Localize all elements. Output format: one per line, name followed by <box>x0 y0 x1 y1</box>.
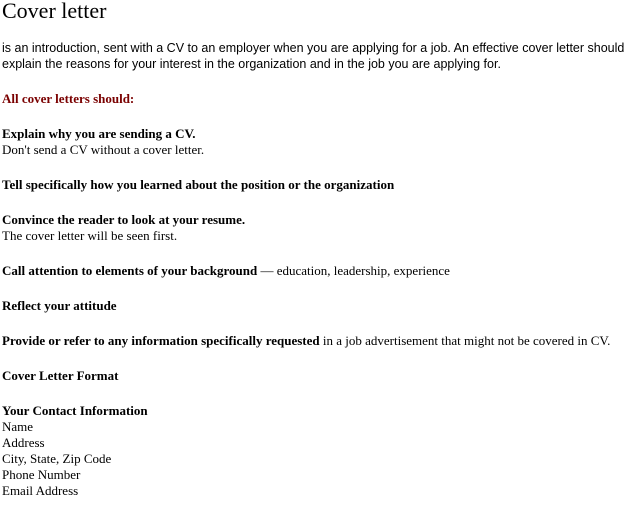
contact-heading: Your Contact Information <box>2 403 148 418</box>
page-title: Cover letter <box>2 0 107 23</box>
item-bold: Convince the reader to look at your resume. <box>2 212 246 227</box>
item-tell <box>2 177 638 193</box>
intro-paragraph: is an introduction, sent with a CV to an employer when you are applying for a job. An effective cover letter should explain the reasons for your interest in the organization and in the job you are applying for. <box>2 41 625 71</box>
item-sub: The cover letter will be seen first. <box>2 228 178 243</box>
format-heading <box>2 368 638 384</box>
contact-line: Phone Number <box>2 467 81 482</box>
item-rest: — education, leadership, experience <box>257 263 450 278</box>
item-call-attention <box>2 263 638 279</box>
item-provide <box>2 333 638 349</box>
item-explain <box>2 126 638 158</box>
contact-line: Email Address <box>2 483 79 498</box>
contact-line: City, State, Zip Code <box>2 451 112 466</box>
item-convince <box>2 212 638 244</box>
item-bold: Call attention to elements of your background <box>2 263 258 278</box>
contact-line: Address <box>2 435 45 450</box>
item-bold: Explain why you are sending a CV. <box>2 126 196 141</box>
format-heading-text: Cover Letter Format <box>2 368 119 383</box>
item-bold: Reflect your attitude <box>2 298 117 313</box>
item-rest: in a job advertisement that might not be covered in CV. <box>319 333 611 348</box>
contact-information <box>2 403 638 499</box>
item-bold: Tell specifically how you learned about the position or the organization <box>2 177 395 192</box>
all-cover-letters-heading: All cover letters should: <box>2 91 135 106</box>
item-sub: Don't send a CV without a cover letter. <box>2 142 205 157</box>
item-bold: Provide or refer to any information specifically requested <box>2 333 320 348</box>
contact-line: Name <box>2 419 34 434</box>
item-reflect <box>2 298 638 314</box>
